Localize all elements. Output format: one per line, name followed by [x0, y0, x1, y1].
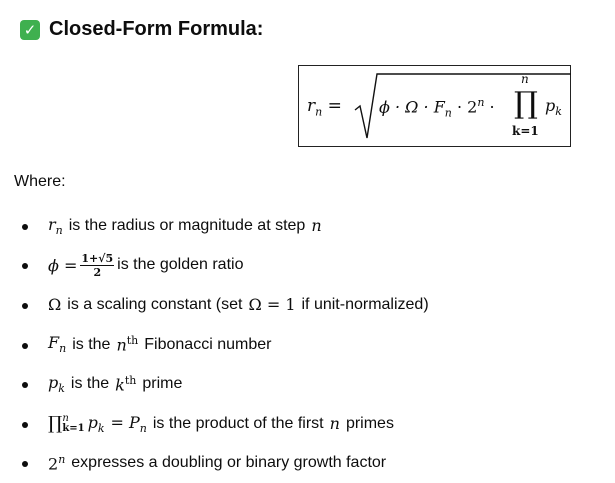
bullet-icon — [22, 303, 28, 309]
list-item: ∏ n k=1 $p_k$ = $P_n$ is the product of the first n primes — [22, 404, 429, 444]
bullet-icon — [22, 263, 28, 269]
definition-list — [22, 206, 429, 483]
where-label: Where: — [14, 173, 66, 190]
product-argument: $p_k$ — [545, 96, 562, 119]
product-lower-limit: k=1 — [512, 124, 539, 138]
bullet-icon — [22, 343, 28, 349]
list-item: ϕ = $\frac{1+√5}{2}$ is the golden ratio — [22, 246, 429, 286]
bullet-icon — [22, 224, 28, 230]
formula-rhs: $\phi \cdot \Omega \cdot F_n \cdot 2^n$ · — [379, 96, 495, 120]
product-symbol: ∏ — [514, 86, 538, 121]
list-item: Ω is a scaling constant (set Ω = 1 if unit-normalized) — [22, 285, 429, 325]
list-item: $r_n$ is the radius or magnitude at step n — [22, 206, 429, 246]
section-heading — [20, 18, 263, 41]
bullet-icon — [22, 422, 28, 428]
check-icon: ✓ — [20, 20, 40, 40]
list-item: 2$^n$ expresses a doubling or binary growth factor — [22, 444, 429, 483]
product-upper-limit: n — [521, 72, 529, 86]
list-item: $F_n$ is the $n^{th}$ Fibonacci number — [22, 325, 429, 365]
formula-lhs: $r_n$ = — [307, 96, 342, 119]
bullet-icon — [22, 461, 28, 467]
list-item: $p_k$ is the $k^{th}$ prime — [22, 364, 429, 404]
formula-box — [298, 65, 571, 147]
bullet-icon — [22, 382, 28, 388]
heading-title: Closed-Form Formula: — [49, 18, 264, 40]
